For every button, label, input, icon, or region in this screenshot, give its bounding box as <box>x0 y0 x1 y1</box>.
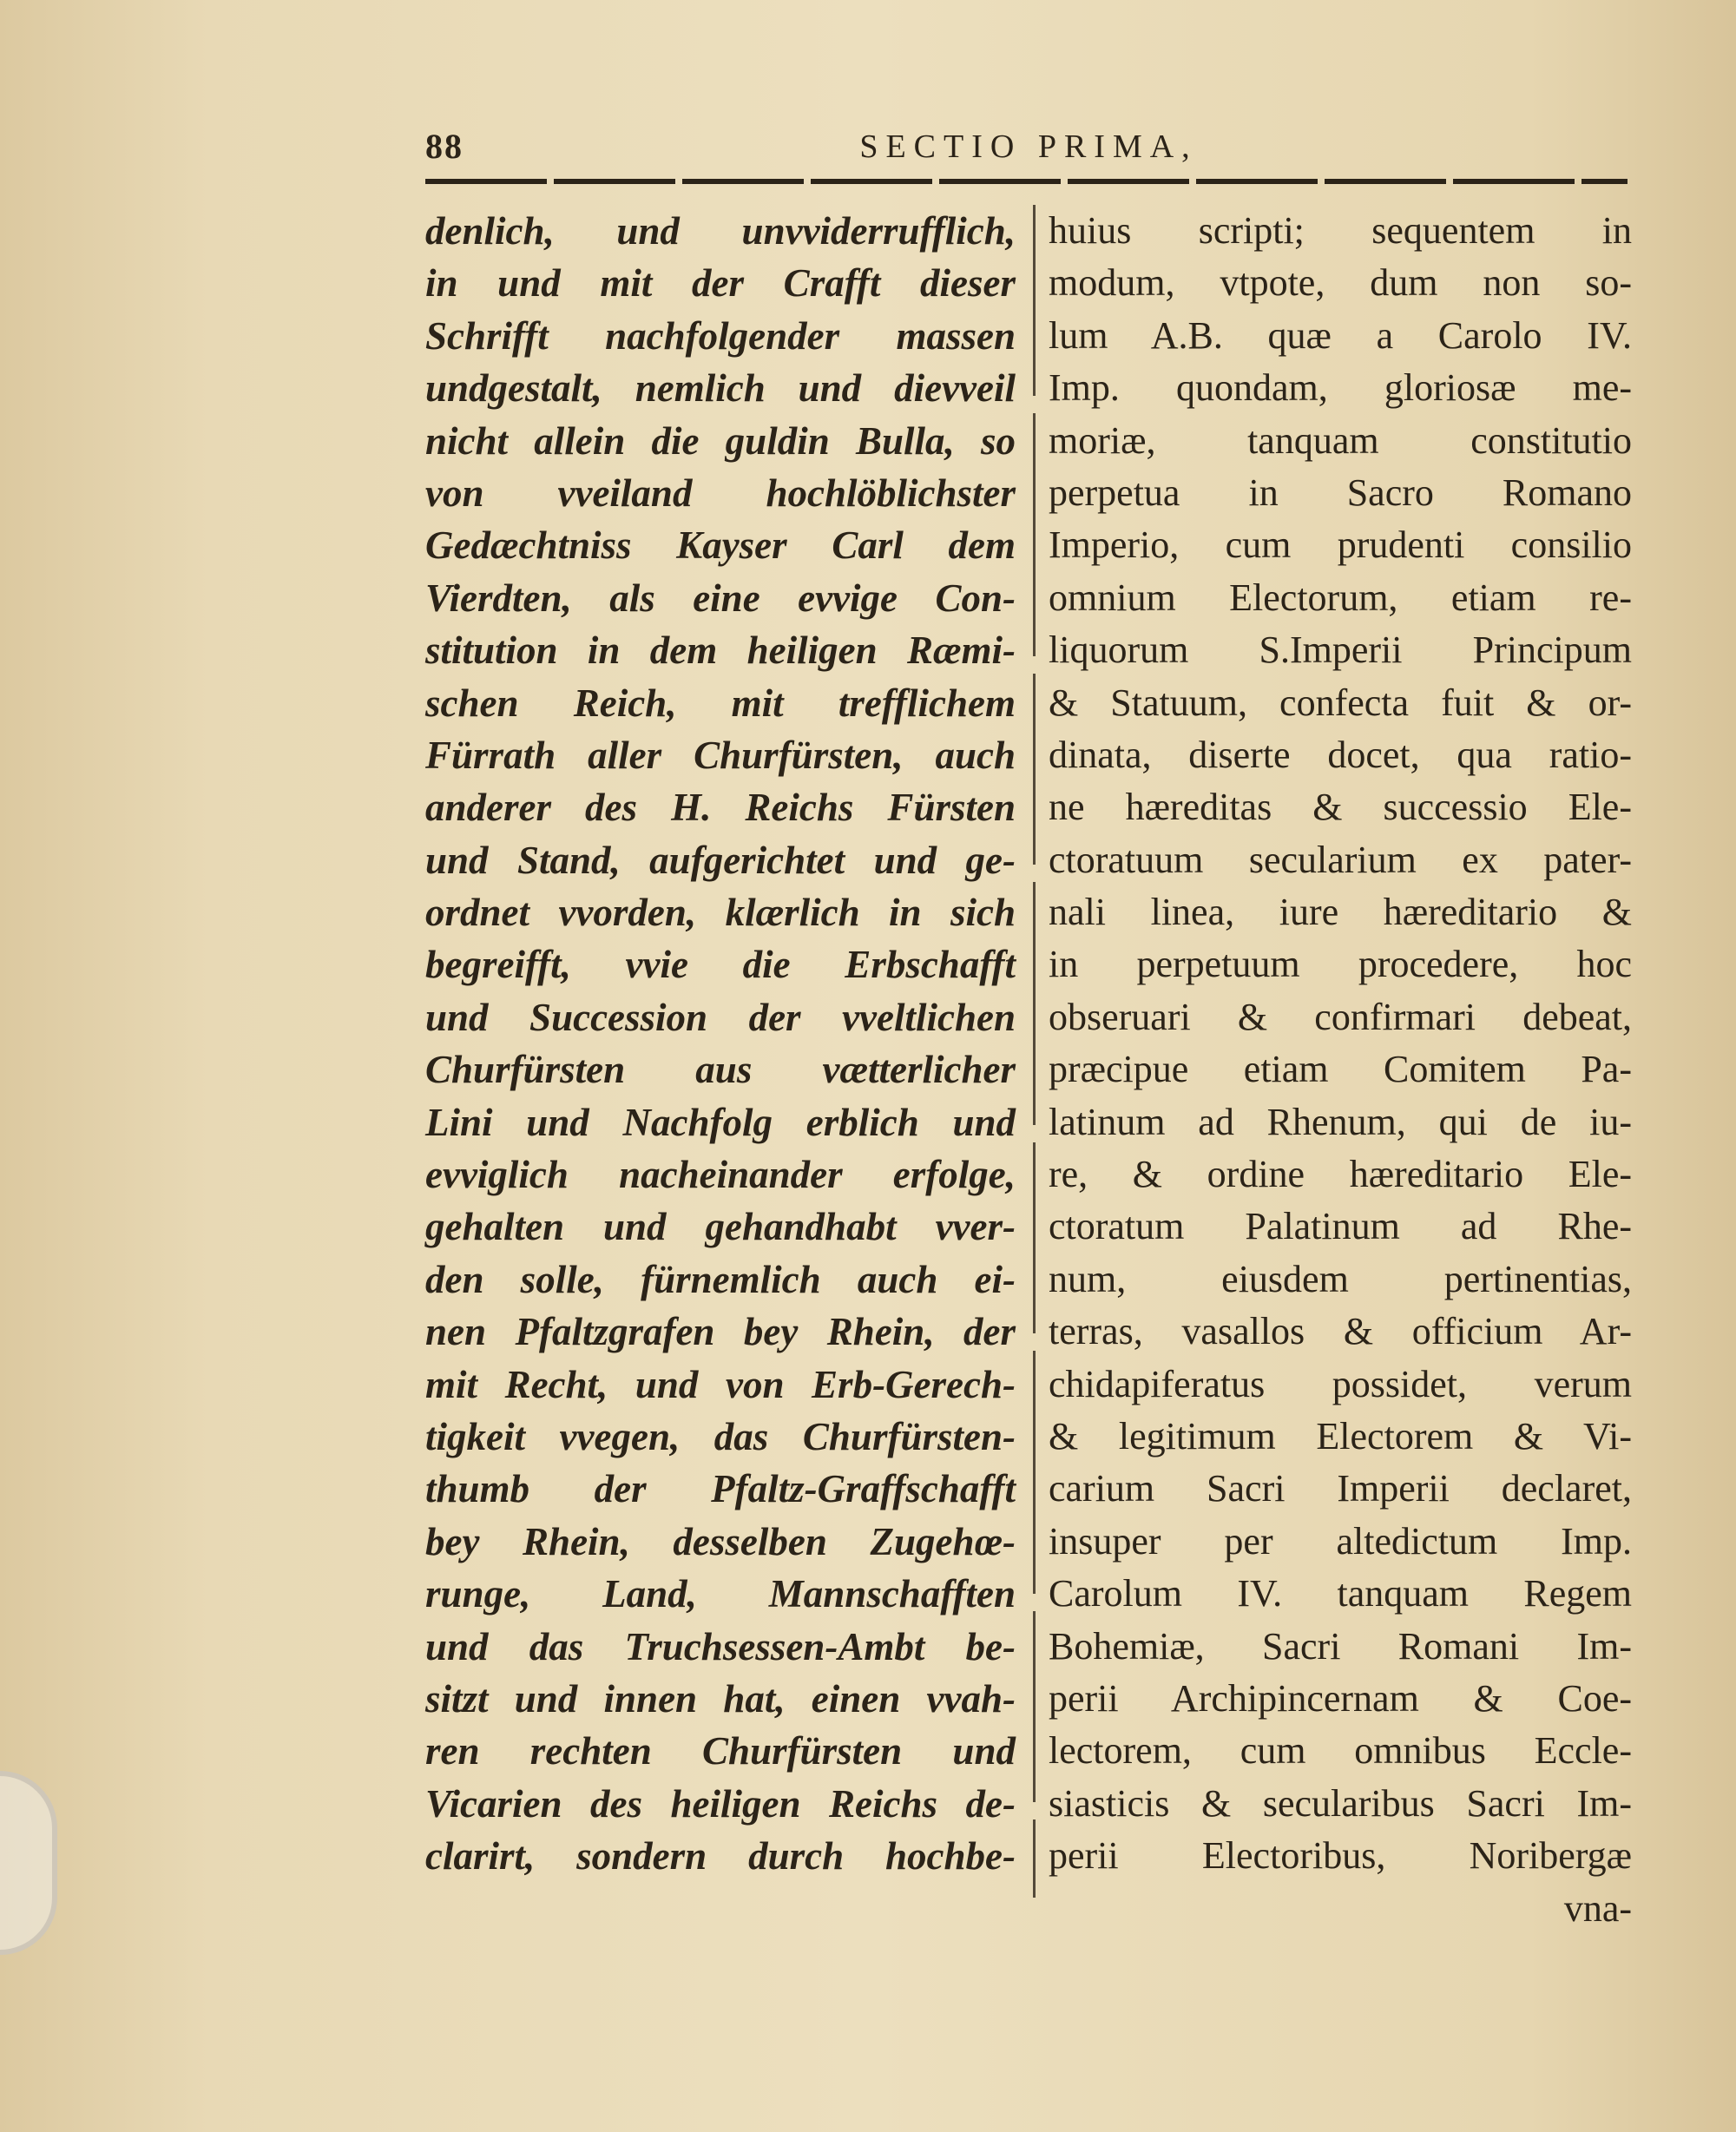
text-line: clarirt, sondern durch hochbe- <box>425 1834 1016 1879</box>
text-line: sitzt und innen hat, einen vvah- <box>425 1676 1016 1721</box>
text-line: insuper per altedictum Imp. <box>1049 1519 1632 1563</box>
text-line: carium Sacri Imperii declaret, <box>1049 1467 1632 1510</box>
text-line: Bohemiæ, Sacri Romani Im- <box>1049 1624 1632 1668</box>
text-line: lectorem, cum omnibus Eccle- <box>1049 1729 1632 1773</box>
text-line: denlich, und unvviderrufflich, <box>425 209 1016 253</box>
text-line: latinum ad Rhenum, qui de iu- <box>1049 1100 1632 1143</box>
text-line: liquorum S.Imperii Principum <box>1049 628 1632 672</box>
text-line: perii Archipincernam & Coe- <box>1049 1676 1632 1720</box>
text-line: begreifft, vvie die Erbschafft <box>425 943 1016 987</box>
text-line: nen Pfaltzgrafen bey Rhein, der <box>425 1310 1016 1354</box>
text-line: Vierdten, als eine evvige Con- <box>425 576 1016 620</box>
text-line: thumb der Pfaltz-Graffschafft <box>425 1467 1016 1511</box>
text-line: ren rechten Churfürsten und <box>425 1729 1016 1773</box>
text-line: Schrifft nachfolgender massen <box>425 313 1016 358</box>
text-line: & legitimum Electorem & Vi- <box>1049 1414 1632 1458</box>
text-line: siasticis & secularibus Sacri Im- <box>1049 1781 1632 1825</box>
text-line: moriæ, tanquam constitutio <box>1049 418 1632 462</box>
text-line: dinata, diserte docet, qua ratio- <box>1049 733 1632 776</box>
text-line: anderer des H. Reichs Fürsten <box>425 786 1016 830</box>
left-column-german <box>425 205 1016 1883</box>
text-line: nali linea, iure hæreditario & <box>1049 891 1632 934</box>
text-line: terras, vasallos & officium Ar- <box>1049 1310 1632 1353</box>
page-stain <box>0 1771 57 1955</box>
text-line: Imp. quondam, gloriosæ me- <box>1049 366 1632 410</box>
text-line: chidapiferatus possidet, verum <box>1049 1362 1632 1405</box>
text-line: und das Truchsessen-Ambt be- <box>425 1624 1016 1668</box>
text-line: lum A.B. quæ a Carolo IV. <box>1049 313 1632 357</box>
text-line: Churfürsten aus vætterlicher <box>425 1048 1016 1092</box>
column-divider <box>1033 205 1036 1898</box>
text-line: und Succession der vveltlichen <box>425 995 1016 1039</box>
text-line: den solle, fürnemlich auch ei- <box>425 1257 1016 1301</box>
header-rule <box>425 179 1628 184</box>
text-line: perpetua in Sacro Romano <box>1049 470 1632 514</box>
text-line: stitution in dem heiligen Ræmi- <box>425 628 1016 673</box>
text-line: num, eiusdem pertinentias, <box>1049 1257 1632 1300</box>
text-line: ne hæreditas & successio Ele- <box>1049 786 1632 829</box>
text-line: in perpetuum procedere, hoc <box>1049 943 1632 986</box>
text-line: von vveiland hochlöblichster <box>425 470 1016 515</box>
text-line: Carolum IV. tanquam Regem <box>1049 1572 1632 1615</box>
text-line: ctoratum Palatinum ad Rhe- <box>1049 1205 1632 1248</box>
text-line: Fürrath aller Churfürsten, auch <box>425 733 1016 777</box>
text-line: in und mit der Crafft dieser <box>425 261 1016 306</box>
text-line: undgestalt, nemlich und dievveil <box>425 366 1016 411</box>
text-line: gehalten und gehandhabt vver- <box>425 1205 1016 1249</box>
text-line: Vicarien des heiligen Reichs de- <box>425 1781 1016 1826</box>
text-line: & Statuum, confecta fuit & or- <box>1049 681 1632 724</box>
text-line: re, & ordine hæreditario Ele- <box>1049 1153 1632 1196</box>
text-line: ctoratuum secularium ex pater- <box>1049 838 1632 881</box>
text-line: mit Recht, und von Erb-Gerech- <box>425 1362 1016 1406</box>
text-line: omnium Electorum, etiam re- <box>1049 576 1632 619</box>
text-line: Lini und Nachfolg erblich und <box>425 1100 1016 1144</box>
text-line: runge, Land, Mannschafften <box>425 1572 1016 1616</box>
text-line: perii Electoribus, Noribergæ <box>1049 1834 1632 1878</box>
text-line: præcipue etiam Comitem Pa- <box>1049 1048 1632 1091</box>
right-column-latin <box>1049 205 1632 1935</box>
text-line: schen Reich, mit trefflichem <box>425 681 1016 725</box>
text-line: tigkeit vvegen, das Churfürsten- <box>425 1414 1016 1458</box>
text-line: obseruari & confirmari debeat, <box>1049 995 1632 1038</box>
text-line: Gedæchtniss Kayser Carl dem <box>425 523 1016 568</box>
text-line: modum, vtpote, dum non so- <box>1049 261 1632 305</box>
page-number: 88 <box>425 127 464 166</box>
text-line: bey Rhein, desselben Zugehœ- <box>425 1519 1016 1563</box>
text-line: Imperio, cum prudenti consilio <box>1049 523 1632 567</box>
text-line: ordnet vvorden, klærlich in sich <box>425 891 1016 935</box>
text-line: evviglich nacheinander erfolge, <box>425 1153 1016 1197</box>
page-header <box>425 126 1632 178</box>
text-line: huius scripti; sequentem in <box>1049 209 1632 252</box>
text-line: nicht allein die guldin Bulla, so <box>425 418 1016 463</box>
text-line: vna- <box>1563 1886 1632 1930</box>
running-title: SECTIO PRIMA, <box>859 128 1198 165</box>
text-line: und Stand, aufgerichtet und ge- <box>425 838 1016 882</box>
